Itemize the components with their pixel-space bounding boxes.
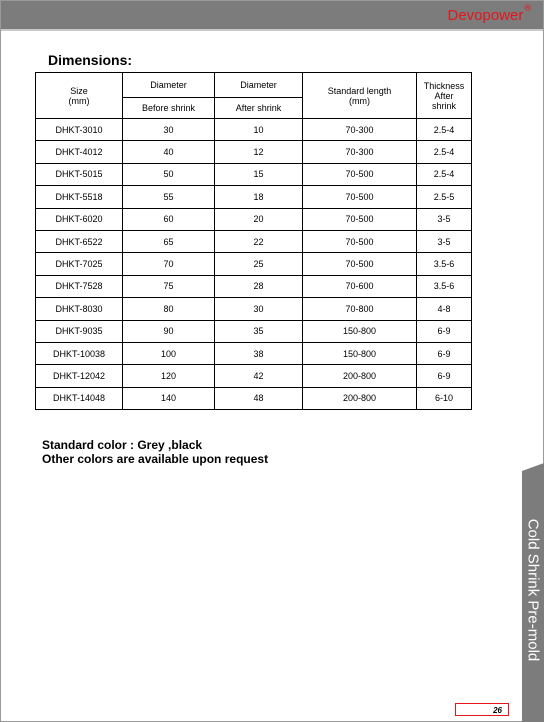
header-thickness — [417, 73, 472, 119]
table-body — [36, 119, 472, 410]
cell-diameter-after: 12 — [215, 141, 303, 163]
side-tab-corner — [522, 463, 544, 471]
cell-diameter-before: 100 — [123, 342, 215, 364]
cell-diameter-before: 30 — [123, 119, 215, 141]
cell-diameter-before: 70 — [123, 253, 215, 275]
dimensions-table — [35, 72, 472, 410]
notes — [42, 438, 268, 466]
header-standard-length-unit: (mm) — [349, 95, 370, 106]
header-thickness-line1: Thickness — [423, 80, 465, 91]
cell-diameter-before: 75 — [123, 275, 215, 297]
cell-standard-length: 70-500 — [303, 230, 417, 252]
cell-diameter-before: 50 — [123, 163, 215, 185]
cell-diameter-before: 55 — [123, 186, 215, 208]
table-row — [36, 298, 472, 320]
side-tab-label: Cold Shrink Pre-mold — [524, 518, 542, 662]
cell-diameter-after: 22 — [215, 230, 303, 252]
table-row — [36, 163, 472, 185]
cell-diameter-after: 15 — [215, 163, 303, 185]
header-before-shrink: Before shrink — [123, 98, 215, 119]
table-row — [36, 141, 472, 163]
header-after-shrink: After shrink — [215, 98, 303, 119]
header-diameter-before: Diameter — [123, 73, 215, 98]
cell-standard-length: 200-800 — [303, 365, 417, 387]
cell-diameter-before: 120 — [123, 365, 215, 387]
cell-size: DHKT-5518 — [36, 186, 123, 208]
cell-diameter-after: 10 — [215, 119, 303, 141]
cell-size: DHKT-12042 — [36, 365, 123, 387]
cell-diameter-after: 28 — [215, 275, 303, 297]
table-row — [36, 253, 472, 275]
cell-standard-length: 70-300 — [303, 141, 417, 163]
cell-size: DHKT-6522 — [36, 230, 123, 252]
cell-thickness: 4-8 — [417, 298, 472, 320]
cell-diameter-after: 35 — [215, 320, 303, 342]
standard-color-note: Standard color : Grey ,black — [42, 438, 203, 452]
cell-thickness: 3-5 — [417, 230, 472, 252]
cell-diameter-before: 40 — [123, 141, 215, 163]
cell-size: DHKT-14048 — [36, 387, 123, 409]
cell-thickness: 6-10 — [417, 387, 472, 409]
table-row — [36, 208, 472, 230]
header-size — [36, 73, 123, 119]
header-diameter-after: Diameter — [215, 73, 303, 98]
cell-diameter-after: 20 — [215, 208, 303, 230]
table-row — [36, 186, 472, 208]
brand-name: Devopower — [447, 7, 524, 24]
header-thickness-line3: shrink — [431, 100, 456, 111]
cell-standard-length: 70-800 — [303, 298, 417, 320]
cell-size: DHKT-8030 — [36, 298, 123, 320]
cell-standard-length: 70-500 — [303, 253, 417, 275]
cell-diameter-after: 25 — [215, 253, 303, 275]
cell-thickness: 3.5-6 — [417, 275, 472, 297]
cell-diameter-before: 60 — [123, 208, 215, 230]
cell-diameter-after: 48 — [215, 387, 303, 409]
cell-thickness: 2.5-5 — [417, 186, 472, 208]
cell-standard-length: 150-800 — [303, 320, 417, 342]
cell-thickness: 2.5-4 — [417, 141, 472, 163]
cell-thickness: 3-5 — [417, 208, 472, 230]
table-row — [36, 387, 472, 409]
cell-diameter-before: 140 — [123, 387, 215, 409]
header-size-unit: (mm) — [68, 95, 90, 106]
table-row — [36, 275, 472, 297]
header-thickness-line2: After — [434, 90, 454, 101]
header-bar — [1, 1, 543, 29]
cell-standard-length: 70-600 — [303, 275, 417, 297]
cell-diameter-before: 80 — [123, 298, 215, 320]
cell-thickness: 6-9 — [417, 342, 472, 364]
section-title: Dimensions: — [48, 52, 133, 68]
header-size-label: Size — [70, 85, 88, 96]
table-row — [36, 230, 472, 252]
cell-diameter-before: 90 — [123, 320, 215, 342]
cell-thickness: 6-9 — [417, 365, 472, 387]
registered-mark: ® — [524, 3, 531, 13]
table-row — [36, 320, 472, 342]
cell-thickness: 2.5-4 — [417, 163, 472, 185]
header-shadow — [1, 29, 543, 31]
cell-standard-length: 70-300 — [303, 119, 417, 141]
cell-standard-length: 70-500 — [303, 163, 417, 185]
cell-standard-length: 70-500 — [303, 208, 417, 230]
cell-thickness: 6-9 — [417, 320, 472, 342]
cell-size: DHKT-10038 — [36, 342, 123, 364]
cell-standard-length: 150-800 — [303, 342, 417, 364]
cell-diameter-before: 65 — [123, 230, 215, 252]
header-standard-length-label: Standard length — [327, 85, 392, 96]
cell-standard-length: 200-800 — [303, 387, 417, 409]
cell-diameter-after: 30 — [215, 298, 303, 320]
cell-size: DHKT-4012 — [36, 141, 123, 163]
cell-size: DHKT-6020 — [36, 208, 123, 230]
brand-logo — [447, 3, 531, 24]
cell-size: DHKT-5015 — [36, 163, 123, 185]
other-colors-note: Other colors are available upon request — [42, 452, 269, 466]
cell-size: DHKT-9035 — [36, 320, 123, 342]
cell-thickness: 2.5-4 — [417, 119, 472, 141]
table-header-row — [36, 73, 472, 98]
table-row — [36, 342, 472, 364]
header-standard-length — [303, 73, 417, 119]
table-row — [36, 119, 472, 141]
cell-diameter-after: 42 — [215, 365, 303, 387]
page-number: 26 — [455, 703, 509, 716]
cell-size: DHKT-3010 — [36, 119, 123, 141]
table-row — [36, 365, 472, 387]
cell-diameter-after: 18 — [215, 186, 303, 208]
cell-size: DHKT-7528 — [36, 275, 123, 297]
cell-thickness: 3.5-6 — [417, 253, 472, 275]
cell-standard-length: 70-500 — [303, 186, 417, 208]
cell-diameter-after: 38 — [215, 342, 303, 364]
cell-size: DHKT-7025 — [36, 253, 123, 275]
